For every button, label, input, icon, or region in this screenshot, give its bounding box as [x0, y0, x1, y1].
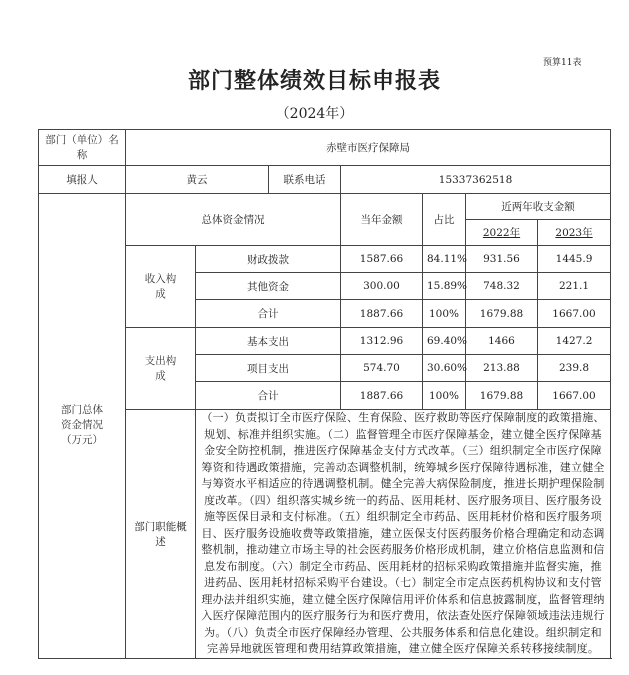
year-2023-header: 2023年 — [538, 220, 611, 246]
row-2022: 931.56 — [466, 246, 538, 273]
row-2022: 1679.88 — [466, 382, 538, 410]
row-amount: 1587.66 — [341, 246, 423, 273]
row-ratio: 69.40% — [423, 328, 466, 355]
row-2022: 1466 — [466, 328, 538, 355]
row-amount: 574.70 — [341, 355, 423, 382]
filler-label: 填报人 — [39, 166, 126, 194]
row-ratio: 100% — [423, 382, 466, 410]
row-name: 财政拨款 — [196, 246, 341, 273]
filler-row — [39, 166, 611, 194]
income-label: 收入构成 — [126, 246, 196, 328]
overall-header: 总体资金情况 — [126, 194, 341, 246]
row-name: 合计 — [196, 300, 341, 328]
row-2022: 748.32 — [466, 273, 538, 300]
recent-years-header: 近两年收支金额 — [466, 194, 611, 220]
row-2023: 1667.00 — [538, 382, 611, 410]
row-ratio: 100% — [423, 300, 466, 328]
row-ratio: 30.60% — [423, 355, 466, 382]
page-title: 部门整体绩效目标申报表 — [187, 68, 441, 94]
row-ratio: 84.11% — [423, 246, 466, 273]
filler-name: 黄云 — [126, 166, 269, 194]
row-amount: 1887.66 — [341, 382, 423, 410]
expense-label: 支出构成 — [126, 328, 196, 410]
dept-value: 赤壁市医疗保障局 — [126, 130, 611, 166]
row-2023: 1445.9 — [538, 246, 611, 273]
row-amount: 1887.66 — [341, 300, 423, 328]
performance-table — [38, 129, 611, 659]
funds-header-row — [39, 194, 611, 220]
dept-row — [39, 130, 611, 166]
phone-value: 15337362518 — [341, 166, 611, 194]
row-2022: 1679.88 — [466, 300, 538, 328]
dept-label: 部门（单位）名称 — [39, 130, 126, 166]
row-2022: 213.88 — [466, 355, 538, 382]
row-name: 合计 — [196, 382, 341, 410]
ratio-header: 占比 — [423, 194, 466, 246]
row-ratio: 15.89% — [423, 273, 466, 300]
row-2023: 239.8 — [538, 355, 611, 382]
row-2023: 1427.2 — [538, 328, 611, 355]
funds-label: 部门总体资金情况（万元） — [39, 194, 126, 659]
row-name: 其他资金 — [196, 273, 341, 300]
duties-label: 部门职能概述 — [126, 410, 196, 659]
row-name: 基本支出 — [196, 328, 341, 355]
year-2022-header: 2022年 — [466, 220, 538, 246]
current-amount-header: 当年金额 — [341, 194, 423, 246]
row-2023: 221.1 — [538, 273, 611, 300]
duties-text: （一）负责拟订全市医疗保险、生育保险、医疗救助等医疗保障制度的政策措施、规划、标准并组织实施。（二）监督管理全市医疗保障基金，建立健全医疗保障基金安全防控机制，推进医疗保障基金支付方式改革。（三）组织制定全市医疗保障筹资和待遇政策措施，完善动态调整机制，统筹城乡医疗保障待遇标准，建立健全与筹资水平相适应的待遇调整机制。健全完善大病保险制度，推进长期护理保险制度改革。（四）组织落实城乡统一的药品、医用耗材、医疗服务项目、医疗服务设施等医保目录和支付标准。（五）组织制定全市药品、医用耗材价格和医疗服务项目、医疗服务设施收费等政策措施，建立医保支付医药服务价格合理确定和动态调整机制，推动建立市场主导的社会医药服务价格形成机制，建立价格信息监测和信息发布制度。（六）制定全市药品、医用耗材的招标采购政策措施并监督实施，推进药品、医用耗材招标采购平台建设。（七）制定全市定点医药机构协议和支付管理办法并组织实施，建立健全医疗保障信用评价体系和信息披露制度，监督管理纳入医疗保障范围内的医疗服务行为和医疗费用，依法查处医疗保障领域违法违规行为。（八）负责全市医疗保障经办管理、公共服务体系和信息化建设。组织制定和完善异地就医管理和费用结算政策措施，建立健全医疗保障关系转移接续制度。 — [196, 410, 611, 659]
row-2023: 1667.00 — [538, 300, 611, 328]
row-name: 项目支出 — [196, 355, 341, 382]
year-subtitle: （2024年） — [275, 106, 354, 122]
row-amount: 300.00 — [341, 273, 423, 300]
phone-label: 联系电话 — [269, 166, 341, 194]
row-amount: 1312.96 — [341, 328, 423, 355]
form-code: 预算11表 — [543, 58, 582, 68]
